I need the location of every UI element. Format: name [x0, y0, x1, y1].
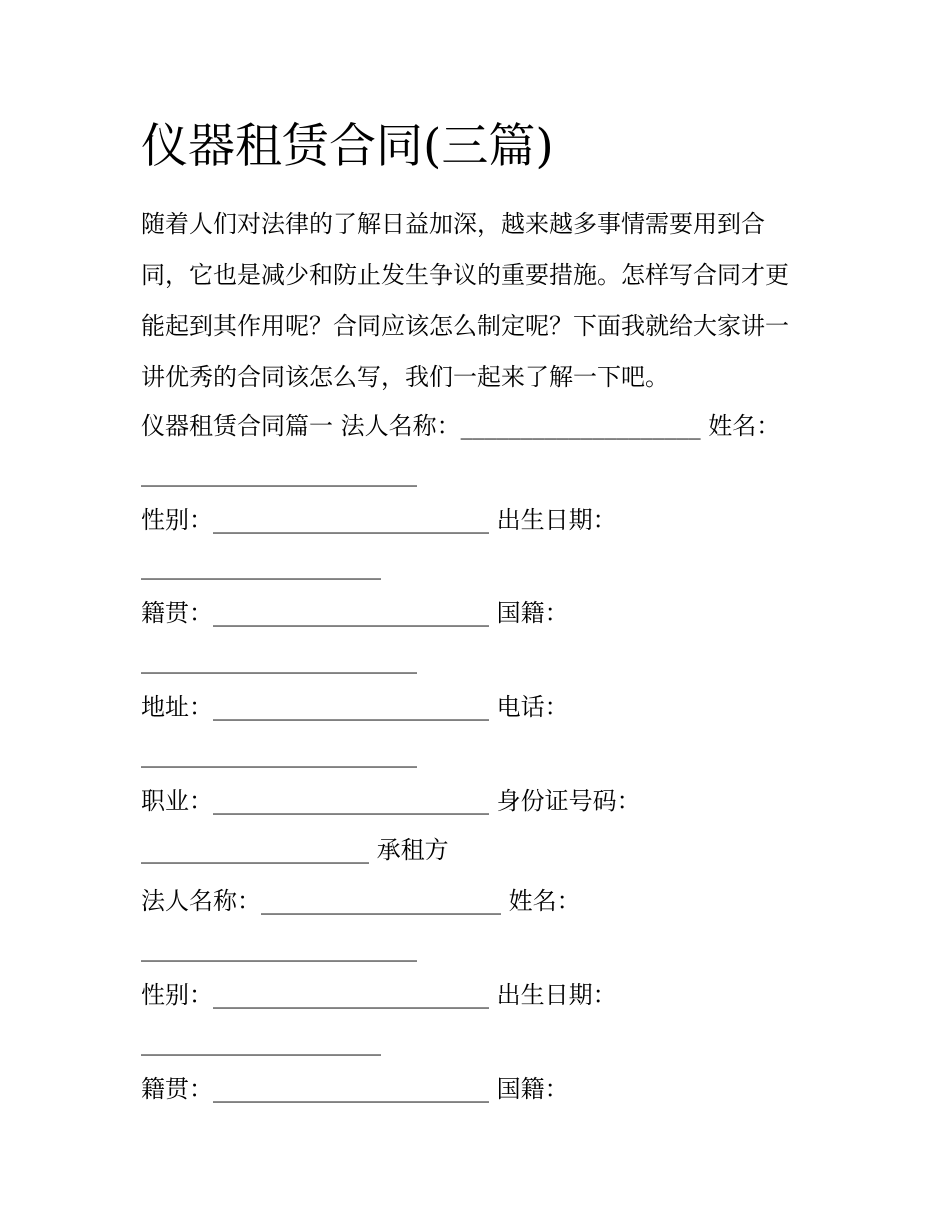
form-line-gender: 性别：_______________________ 出生日期： [141, 506, 617, 534]
form-line-lessor-name: 仪器租赁合同篇一 法人名称：____________________ 姓名： [141, 412, 781, 440]
form-line-occupation: 职业：_______________________ 身份证号码： [141, 787, 641, 815]
form-line-native-place: 籍贯：_______________________ 国籍： [141, 1075, 569, 1103]
form-line-blank: ____________________ [141, 552, 381, 580]
form-line-lessee-name: 法人名称：____________________ 姓名： [141, 887, 581, 915]
form-line-blank: ____________________ [141, 1028, 381, 1056]
form-line-blank: _______________________ [141, 646, 417, 674]
form-line-lessee-heading: ___________________ 承租方 [141, 836, 449, 864]
form-line-gender: 性别：_______________________ 出生日期： [141, 981, 617, 1009]
document-title: 仪器租赁合同(三篇) [141, 119, 554, 174]
intro-paragraph [141, 199, 821, 403]
form-line-blank: _______________________ [141, 740, 417, 768]
form-line-blank: _______________________ [141, 934, 417, 962]
intro-line: 随着人们对法律的了解日益加深，越来越多事情需要用到合 [141, 210, 765, 238]
form-line-address: 地址：_______________________ 电话： [141, 693, 569, 721]
form-line-blank: _______________________ [141, 459, 417, 487]
intro-line: 讲优秀的合同该怎么写，我们一起来了解一下吧。 [141, 363, 669, 391]
intro-line: 能起到其作用呢？合同应该怎么制定呢？下面我就给大家讲一 [141, 312, 789, 340]
form-line-native-place: 籍贯：_______________________ 国籍： [141, 599, 569, 627]
intro-line: 同，它也是减少和防止发生争议的重要措施。怎样写合同才更 [141, 261, 789, 289]
